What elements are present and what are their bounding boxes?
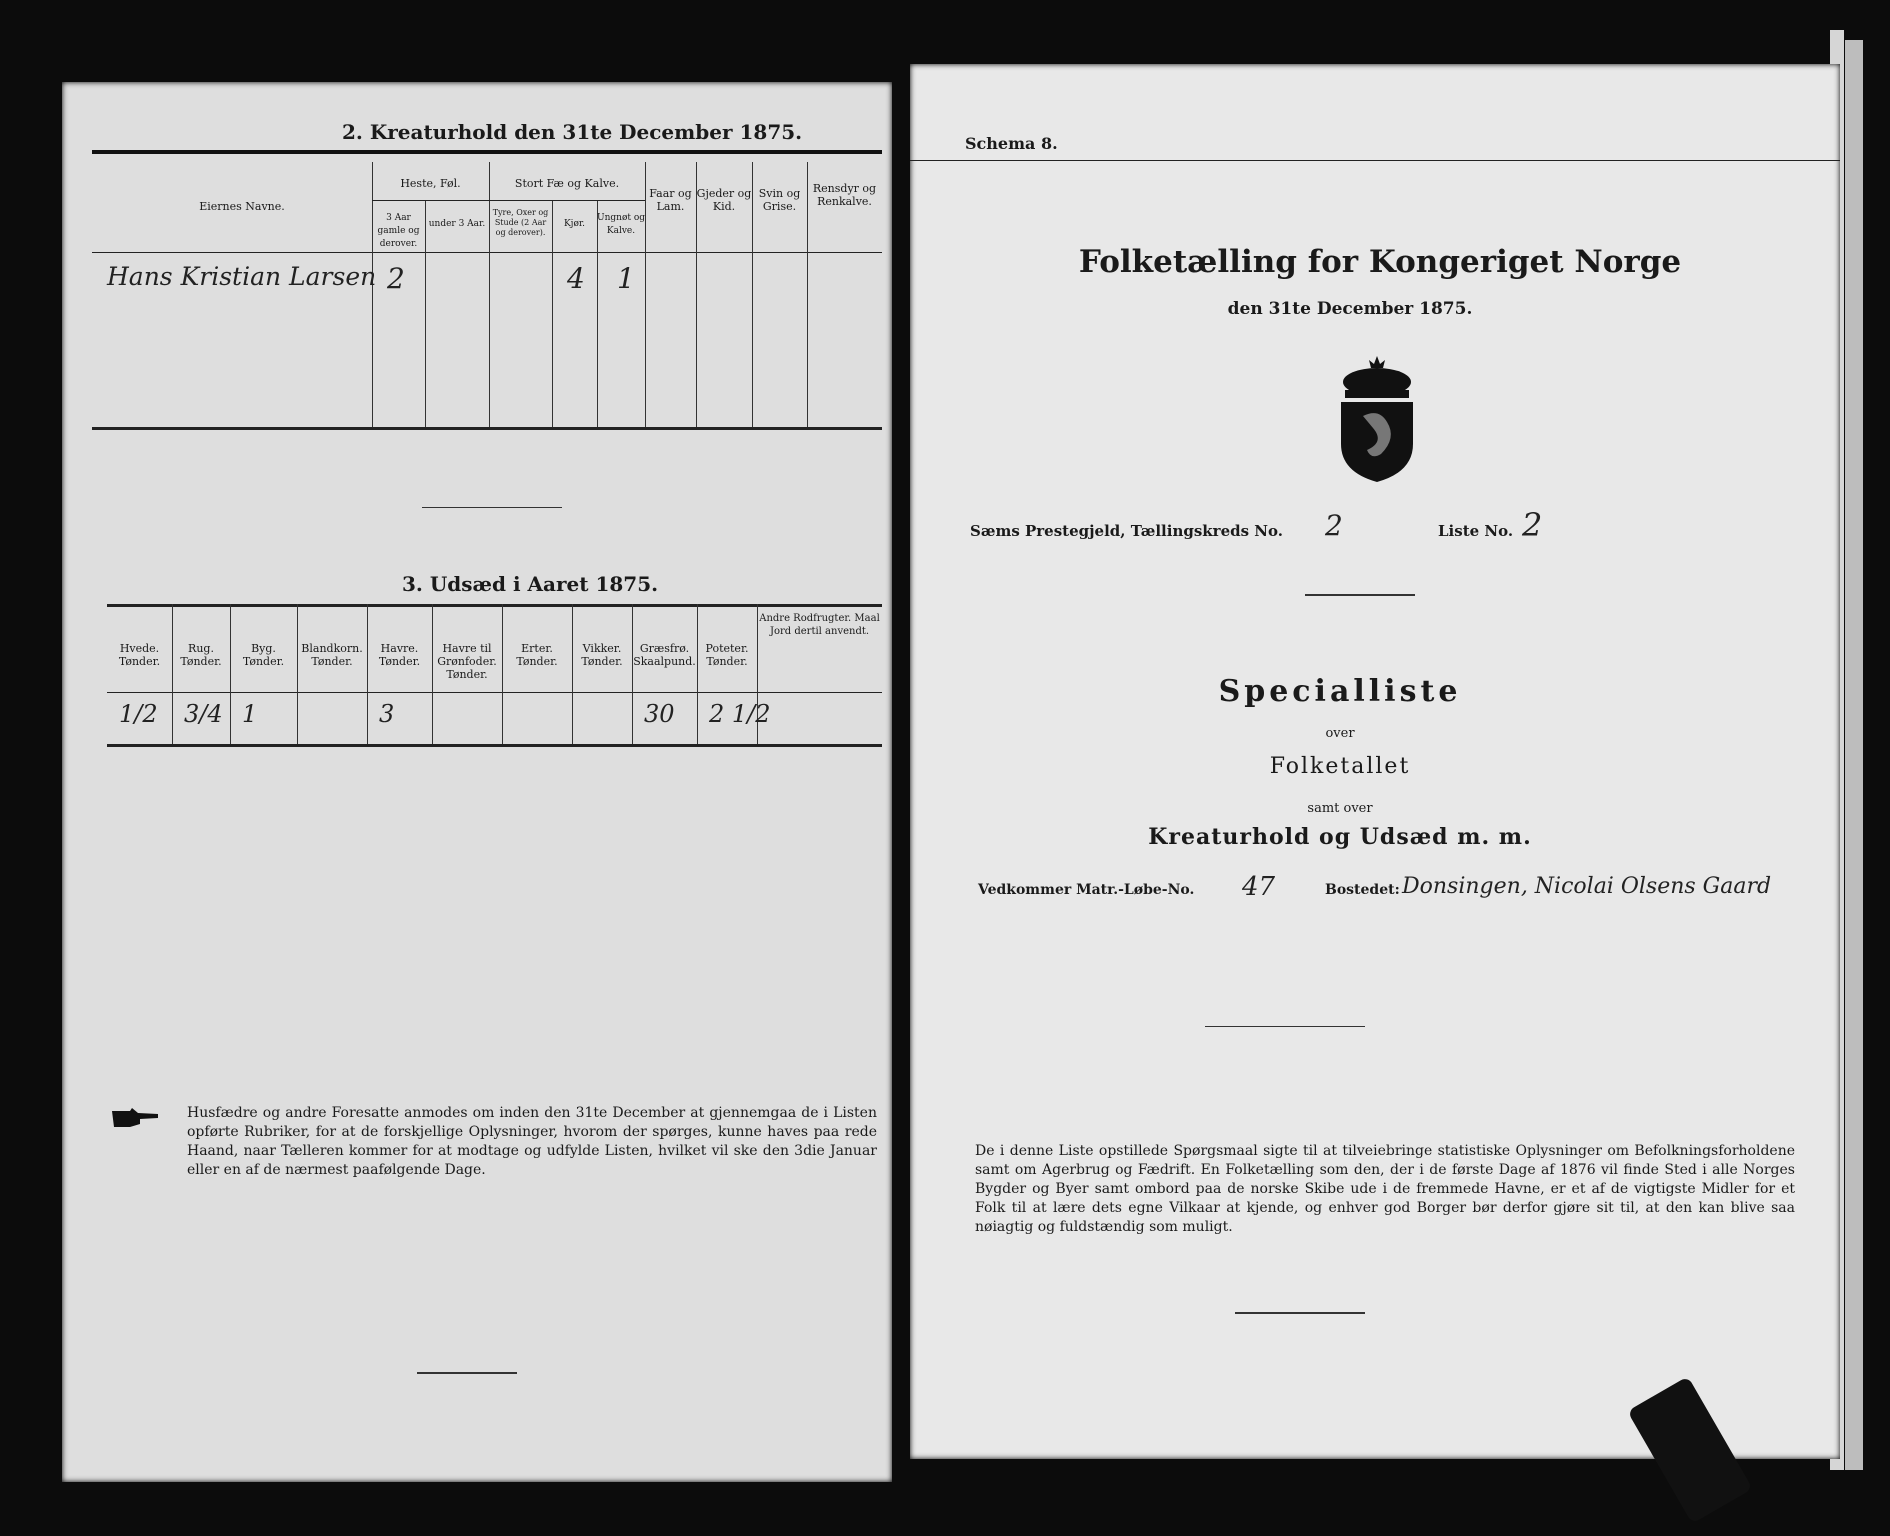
prestegjeld-label: Sæms Prestegjeld, Tællingskreds No.: [970, 522, 1283, 540]
matr-label: Vedkommer Matr.-Løbe-No.: [978, 882, 1195, 898]
udsaed-header: Poteter. Tønder.: [705, 642, 749, 668]
kreaturhold-text: Kreaturhold og Udsæd m. m.: [1148, 824, 1532, 850]
header-faar: Faar og Lam.: [649, 187, 692, 213]
header-rule: [910, 160, 1840, 161]
udsaed-header: Andre Rodfrugter. Maal Jord dertil anvendt.: [759, 613, 880, 637]
header-eiernes-navne: Eiernes Navne.: [199, 200, 285, 213]
samt-over-text: samt over: [1307, 801, 1373, 816]
section2-title: 2. Kreaturhold den 31te December 1875.: [342, 120, 803, 144]
liste-label: Liste No.: [1438, 522, 1514, 540]
udsaed-header: Græsfrø. Skaalpund.: [633, 642, 696, 668]
udsaed-value: 1/2: [119, 700, 158, 728]
column-divider: [489, 162, 490, 427]
ungnot-value: 1: [617, 262, 635, 295]
column-divider: [632, 604, 633, 744]
udsaed-header: Rug. Tønder.: [180, 642, 222, 668]
kjor-value: 4: [567, 262, 585, 295]
header-heste-b: under 3 Aar.: [428, 219, 486, 229]
column-divider: [697, 604, 698, 744]
column-divider: [572, 604, 573, 744]
column-divider: [172, 604, 173, 744]
column-divider: [297, 604, 298, 744]
table-border: [92, 427, 882, 430]
separator-rule: [417, 1372, 517, 1374]
schema-label: Schema 8.: [965, 134, 1058, 153]
table-border: [107, 692, 882, 693]
specialliste-title: Specialliste: [1218, 674, 1462, 709]
heste-a-value: 2: [387, 262, 405, 295]
separator-rule: [1305, 594, 1415, 596]
udsaed-header: Hvede. Tønder.: [118, 642, 161, 668]
header-rensdyr: Rensdyr og Renkalve.: [812, 182, 877, 208]
owner-name: Hans Kristian Larsen: [107, 262, 377, 291]
separator-rule: [1235, 1312, 1365, 1314]
main-title: Folketælling for Kongeriget Norge: [1078, 244, 1682, 280]
udsaed-value: 3: [379, 700, 395, 728]
column-divider: [230, 604, 231, 744]
header-svin: Svin og Grise.: [758, 187, 801, 213]
notice-text: Husfædre og andre Foresatte anmodes om inden den 31te December at gjennemgaa de i Listen opførte Rubriker, for at de forskjellige Oplysninger, hvorom der spørges, kunne haves paa rede Haand, naar Tælleren kommer for at modtage og udfylde Listen, hvilket vil ske den 3die Januar eller en af de nærmest paafølgende Dage.: [187, 1105, 877, 1178]
pointing-hand-icon: [110, 1107, 160, 1127]
udsaed-value: 2 1/2: [709, 700, 771, 728]
udsaed-header: Byg. Tønder.: [242, 642, 285, 668]
separator-rule: [1205, 1026, 1365, 1027]
separator-rule: [422, 507, 562, 508]
page-edge: [1845, 40, 1863, 1470]
header-stortfae: Stort Fæ og Kalve.: [514, 177, 620, 190]
title-date: den 31te December 1875.: [1227, 299, 1473, 319]
column-divider: [502, 604, 503, 744]
right-page: [910, 64, 1840, 1459]
udsaed-header: Erter. Tønder.: [516, 642, 558, 668]
udsaed-value: 1: [242, 700, 258, 728]
footer-text: De i denne Liste opstillede Spørgsmaal sigte til at tilveiebringe statistiske Oplysninger om Befolkningsforholdene samt om Agerbrug og Fædrift. En Folketælling som den, der i de første Dage af 1876 vil finde Sted i alle Norges Bygder og Byer samt ombord paa de norske Skibe ude i de fremmede Havne, er et af de vigtigste Midler for et Folk til at lære dets egne Vilkaar at kjende, og enhver god Borger bør derfor gjøre sit til, at den kan blive saa nøiagtig og fuldstændig som muligt.: [975, 1143, 1795, 1235]
column-divider: [372, 162, 373, 427]
folketallet-text: Folketallet: [1269, 754, 1411, 779]
column-divider: [552, 200, 553, 427]
column-divider: [425, 200, 426, 427]
bostedet-value: Donsingen, Nicolai Olsens Gaard: [1402, 874, 1772, 899]
header-heste: Heste, Føl.: [400, 177, 461, 190]
header-stortfae-a: Tyre, Oxer og Stude (2 Aar og derover).: [492, 208, 549, 237]
header-kjor: Kjør.: [563, 219, 586, 229]
header-ungnot: Ungnøt og Kalve.: [597, 213, 646, 236]
subheader-line: [372, 200, 645, 201]
table-border: [107, 604, 882, 607]
coat-of-arms: [1327, 354, 1427, 484]
table-border: [92, 150, 882, 154]
left-page: [62, 82, 892, 1482]
udsaed-value: 30: [644, 700, 675, 728]
header-gjeder: Gjeder og Kid.: [696, 187, 752, 213]
table-border: [92, 252, 882, 253]
udsaed-header: Havre. Tønder.: [378, 642, 421, 668]
matr-no: 47: [1242, 872, 1276, 902]
udsaed-value: 3/4: [184, 700, 223, 728]
kreds-no: 2: [1325, 509, 1343, 542]
over-text: over: [1325, 726, 1355, 741]
bostedet-label: Bostedet:: [1325, 882, 1400, 898]
udsaed-header: Blandkorn. Tønder.: [301, 642, 363, 668]
udsaed-header: Vikker. Tønder.: [581, 642, 623, 668]
liste-no: 2: [1522, 506, 1543, 544]
header-heste-a: 3 Aar gamle og derover.: [377, 213, 420, 249]
section3-title: 3. Udsæd i Aaret 1875.: [402, 572, 659, 596]
udsaed-header: Havre til Grønfoder. Tønder.: [437, 642, 497, 681]
table-border: [107, 744, 882, 747]
column-divider: [367, 604, 368, 744]
